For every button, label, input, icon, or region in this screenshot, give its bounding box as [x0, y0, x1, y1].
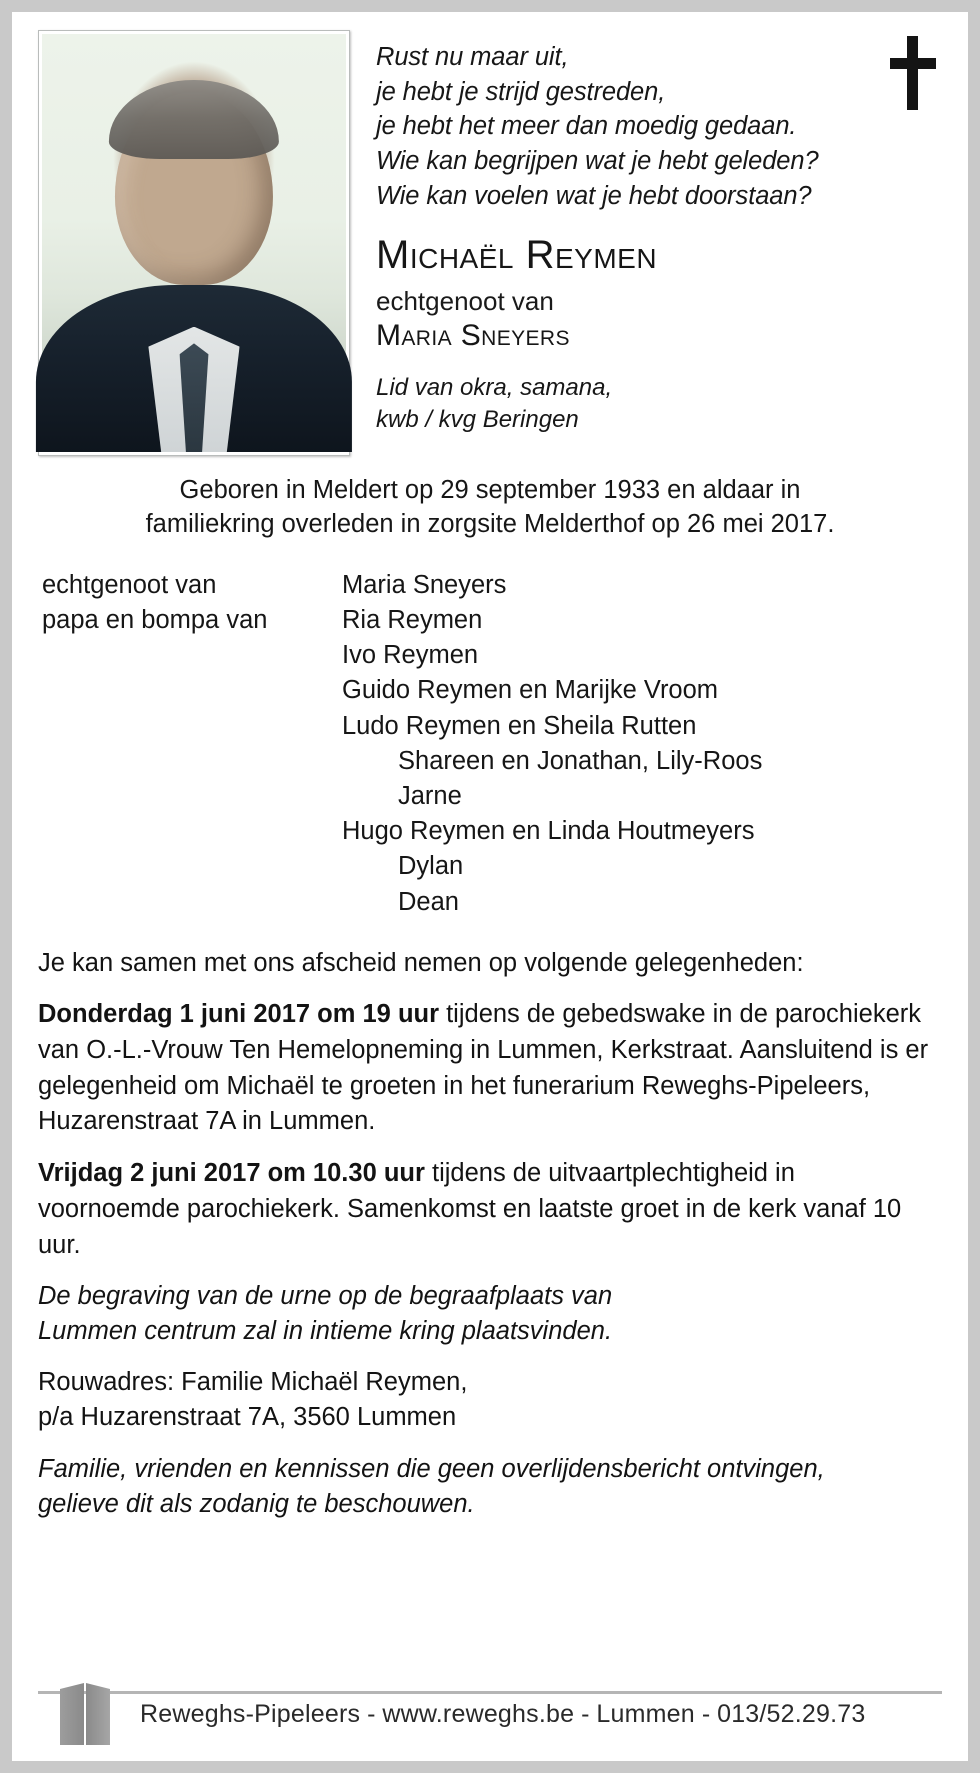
relative-name: Hugo Reymen en Linda Houtmeyers	[342, 817, 755, 846]
ceremony-datetime: Vrijdag 2 juni 2017 om 10.30 uur	[38, 1159, 425, 1188]
relation-row	[38, 568, 942, 603]
relation-label: echtgenoot van	[42, 570, 217, 599]
footer-separator: -	[574, 1699, 597, 1728]
closing-note-line: Familie, vrienden en kennissen die geen overlijdensbericht ontvingen,	[38, 1454, 825, 1483]
header-section	[38, 30, 942, 456]
cross-icon	[890, 36, 936, 110]
ceremony-details	[38, 946, 942, 1522]
relative-name: Ludo Reymen en Sheila Rutten	[342, 711, 697, 740]
verse-line: je hebt het meer dan moedig gedaan.	[376, 112, 797, 141]
burial-note	[38, 1279, 942, 1348]
memberships	[376, 372, 942, 436]
footer-website[interactable]: www.reweghs.be	[382, 1699, 575, 1728]
relative-name: Ria Reymen	[342, 606, 483, 634]
relative-name: Dean	[398, 887, 459, 916]
burial-note-line: De begraving van de urne op de begraafplaats van	[38, 1282, 613, 1311]
verse-line: Wie kan begrijpen wat je hebt geleden?	[376, 147, 819, 176]
verse-and-name-column	[376, 30, 942, 436]
portrait-frame	[38, 30, 350, 456]
spouse-name: Maria Sneyers	[376, 318, 570, 352]
footer-contact-line	[132, 1700, 873, 1729]
ceremony-paragraph	[38, 997, 942, 1140]
invitation-intro: Je kan samen met ons afscheid nemen op volgende gelegenheden:	[38, 948, 804, 977]
birth-death-statement	[38, 474, 942, 542]
mourning-address-line: Rouwadres: Familie Michaël Reymen,	[38, 1367, 468, 1396]
surviving-relatives	[38, 568, 942, 920]
ceremony-description: tijdens de gebedswake in de parochiekerk van O.-L.-Vrouw Ten Hemelopneming in Lummen, Kerkstraat. Aansluitend is er gelegenheid om Michaël te groeten in het funerarium Reweghs-Pipeleers, Huzarenstraat 7A in Lummen.	[38, 1000, 929, 1136]
relative-name: Maria Sneyers	[342, 570, 507, 599]
relation-names	[342, 603, 942, 920]
ceremony-paragraph	[38, 1156, 942, 1263]
memorial-verse	[376, 40, 942, 213]
logo-bar-left	[60, 1683, 84, 1745]
footer-company: Reweghs-Pipeleers	[140, 1699, 361, 1728]
membership-line: kwb / kvg Beringen	[376, 405, 579, 433]
relation-label: papa en bompa van	[42, 606, 268, 634]
logo-bar-right	[86, 1683, 110, 1745]
relative-name: Guido Reymen en Marijke Vroom	[342, 676, 719, 705]
mourning-address	[38, 1365, 942, 1436]
relation-row	[38, 603, 942, 920]
verse-line: Wie kan voelen wat je hebt doorstaan?	[376, 181, 812, 210]
relative-name: Shareen en Jonathan, Lily-Roos	[398, 746, 763, 775]
closing-note-line: gelieve dit als zodanig te beschouwen.	[38, 1489, 475, 1518]
verse-line: je hebt je strijd gestreden,	[376, 77, 666, 106]
relative-name: Jarne	[398, 781, 462, 810]
footer	[38, 1677, 942, 1751]
membership-line: Lid van okra, samana,	[376, 373, 613, 401]
portrait-hair	[109, 80, 279, 159]
spouse-relation-label: echtgenoot van	[376, 285, 554, 316]
ceremony-datetime: Donderdag 1 juni 2017 om 19 uur	[38, 1000, 440, 1029]
mourning-address-line: p/a Huzarenstraat 7A, 3560 Lummen	[38, 1403, 457, 1432]
footer-phone: 013/52.29.73	[717, 1699, 866, 1728]
closing-note	[38, 1452, 942, 1521]
footer-separator: -	[694, 1699, 718, 1728]
relation-names	[342, 568, 942, 603]
ceremony-description: tijdens de uitvaartplechtigheid in voornoemde parochiekerk. Samenkomst en laatste groet in de kerk vanaf 10 uur.	[38, 1159, 902, 1259]
funeral-home-logo-icon	[60, 1683, 116, 1745]
deceased-name: Michaël Reymen	[376, 233, 658, 278]
card-paper	[12, 12, 968, 1761]
portrait-photo	[42, 34, 346, 452]
relative-name: Ivo Reymen	[342, 641, 479, 670]
footer-city: Lummen	[596, 1699, 695, 1728]
burial-note-line: Lummen centrum zal in intieme kring plaatsvinden.	[38, 1316, 613, 1345]
relative-name: Dylan	[398, 852, 464, 881]
footer-separator: -	[360, 1699, 383, 1728]
footer-divider	[38, 1691, 942, 1694]
birth-death-line: familiekring overleden in zorgsite Melderthof op 26 mei 2017.	[145, 509, 835, 538]
name-block	[376, 235, 942, 351]
verse-line: Rust nu maar uit,	[376, 43, 569, 71]
birth-death-line: Geboren in Meldert op 29 september 1933 en aldaar in	[179, 476, 801, 504]
